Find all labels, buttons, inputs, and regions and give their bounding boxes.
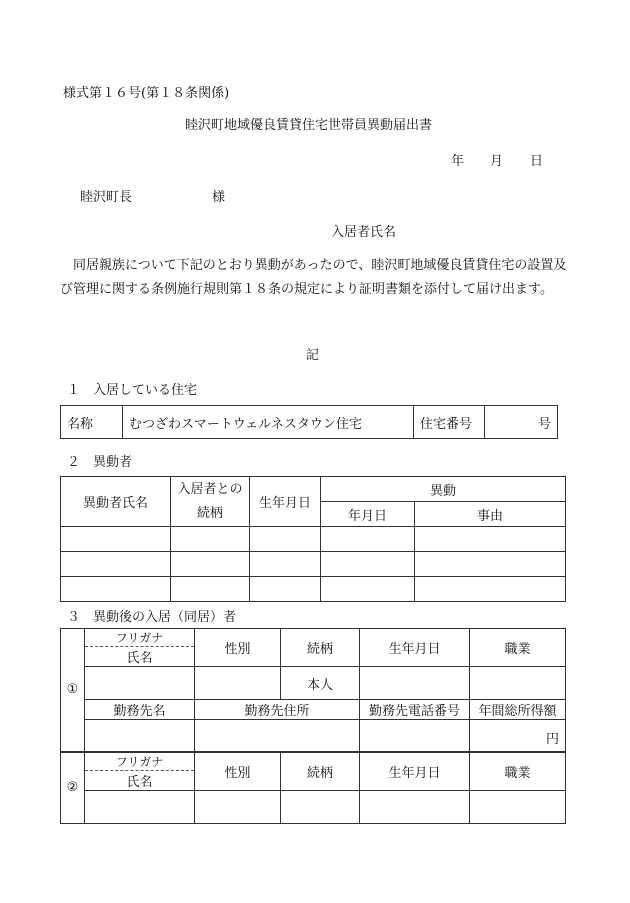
mover-name-cell[interactable]: [61, 552, 171, 577]
person-2-marker: ②: [61, 752, 85, 824]
housing-name-label: 名称: [61, 406, 123, 439]
col-relation-line1: 入居者との: [177, 481, 243, 497]
change-reason-cell[interactable]: [415, 552, 566, 577]
change-reason-cell[interactable]: [415, 527, 566, 552]
birthdate-cell[interactable]: [250, 527, 321, 552]
furigana-label: フリガナ: [85, 752, 195, 771]
person-1-relation-cell: 本人: [281, 667, 360, 700]
relation-cell[interactable]: [171, 577, 250, 602]
section1-heading: １ 入居している住宅: [67, 383, 198, 398]
table-row: [61, 552, 566, 577]
person-1-birthdate-cell[interactable]: [360, 667, 470, 700]
housing-table: [60, 405, 558, 439]
birthdate-cell[interactable]: [250, 552, 321, 577]
occupation-label: 職業: [470, 629, 566, 667]
gender-label: 性別: [195, 752, 281, 791]
change-date-cell[interactable]: [321, 527, 415, 552]
addressee-honorific: 様: [212, 190, 226, 205]
birthdate-label: 生年月日: [360, 752, 470, 791]
date-month-label: 月: [490, 154, 504, 169]
section2-heading: ２ 異動者: [67, 455, 133, 470]
work-address-label: 勤務先住所: [195, 700, 360, 720]
col-change-reason: 事由: [415, 502, 566, 527]
mover-name-cell[interactable]: [61, 527, 171, 552]
date-year-label: 年: [451, 154, 465, 169]
table-row: [61, 527, 566, 552]
relation-label: 続柄: [281, 629, 360, 667]
person-1-marker: ①: [61, 629, 85, 752]
col-mover-name: 異動者氏名: [61, 477, 171, 527]
change-reason-cell[interactable]: [415, 577, 566, 602]
mover-table: [60, 476, 566, 602]
person-1-gender-cell[interactable]: [195, 667, 281, 700]
name-label: 氏名: [85, 770, 195, 790]
gender-label: 性別: [195, 629, 281, 667]
table-row: [61, 577, 566, 602]
work-phone-label: 勤務先電話番号: [360, 700, 470, 720]
person-1-occupation-cell[interactable]: [470, 667, 566, 700]
col-relation-line2: 続柄: [196, 505, 223, 521]
person-2-gender-cell[interactable]: [195, 790, 281, 823]
occupation-label: 職業: [470, 752, 566, 791]
person-1-work-address-cell[interactable]: [195, 720, 360, 752]
relation-cell[interactable]: [171, 527, 250, 552]
col-birthdate: 生年月日: [250, 477, 321, 527]
ki-heading: 記: [306, 348, 320, 363]
col-relation: [171, 477, 250, 527]
notification-body: 同居親族について下記のとおり異動があったので、睦沢町地域優良賃貸住宅の設置及び管理に関する条例施行規則第１８条の規定により証明書類を添付して届け出ます。: [60, 258, 567, 297]
addressee-name: 睦沢町長: [80, 190, 133, 205]
person-1-work-phone-cell[interactable]: [360, 720, 470, 752]
work-name-label: 勤務先名: [85, 700, 195, 720]
form-number: 様式第１６号(第１８条関係): [63, 86, 230, 101]
document-title: 睦沢町地域優良賃貸住宅世帯員異動届出書: [185, 118, 433, 133]
person-1-income-unit: 円: [470, 720, 566, 752]
furigana-label: フリガナ: [85, 629, 195, 647]
housing-number-unit: 号: [485, 406, 558, 439]
relation-cell[interactable]: [171, 552, 250, 577]
person-1-work-name-cell[interactable]: [85, 720, 195, 752]
annual-income-label: 年間総所得額: [470, 700, 566, 720]
birthdate-label: 生年月日: [360, 629, 470, 667]
section3-heading: ３ 異動後の入居（同居）者: [67, 610, 237, 625]
person-2-occupation-cell[interactable]: [470, 790, 566, 823]
person-2-name-cell[interactable]: [85, 790, 195, 823]
col-change: 異動: [321, 477, 566, 502]
housing-number-label: 住宅番号: [414, 406, 485, 439]
birthdate-cell[interactable]: [250, 577, 321, 602]
change-date-cell[interactable]: [321, 577, 415, 602]
col-change-date: 年月日: [321, 502, 415, 527]
person-2-relation-cell[interactable]: [281, 790, 360, 823]
mover-name-cell[interactable]: [61, 577, 171, 602]
housing-name-value: むつざわスマートウェルネスタウン住宅: [123, 406, 414, 439]
person-2-birthdate-cell[interactable]: [360, 790, 470, 823]
date-day-label: 日: [530, 154, 544, 169]
person-1-name-cell[interactable]: [85, 667, 195, 700]
resident-table: [60, 628, 566, 824]
relation-label: 続柄: [281, 752, 360, 791]
change-date-cell[interactable]: [321, 552, 415, 577]
name-label: 氏名: [85, 647, 195, 667]
applicant-label: 入居者氏名: [331, 225, 397, 240]
